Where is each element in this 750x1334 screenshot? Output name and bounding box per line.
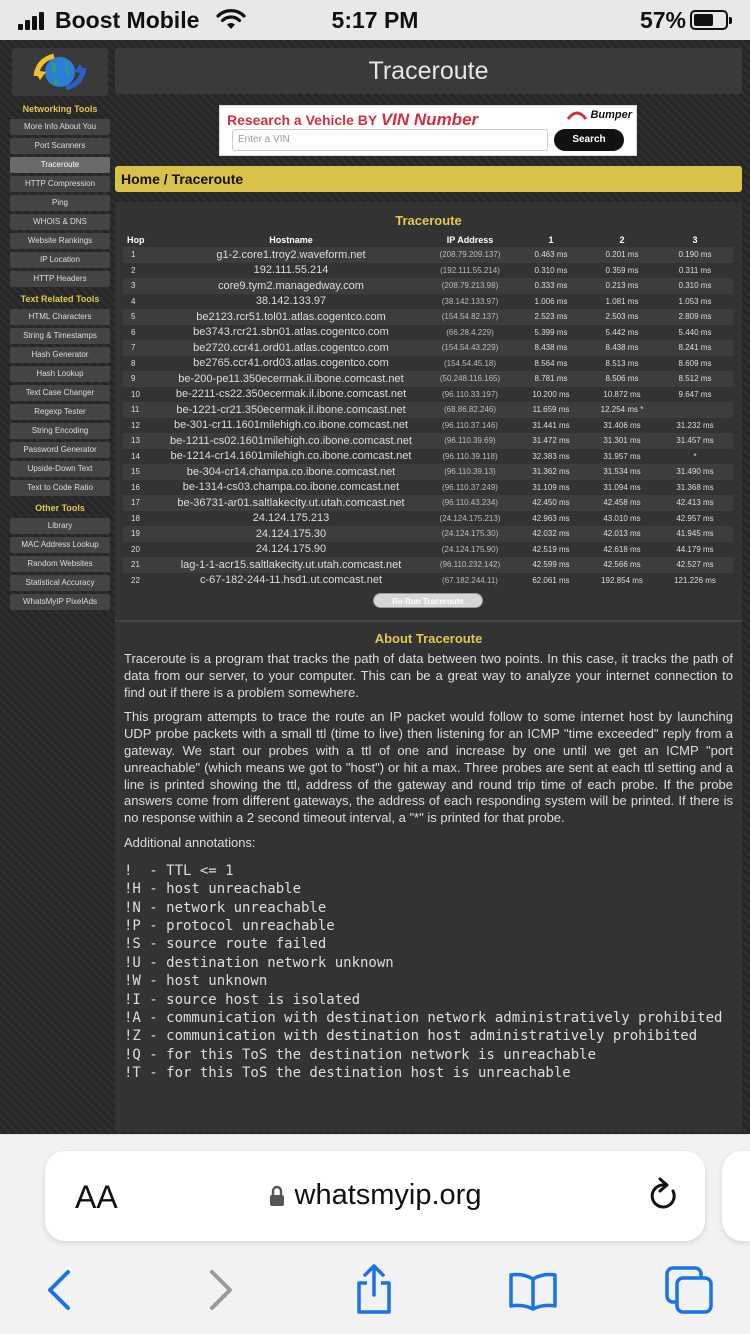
cell-hostname: be-1221-cr21.350ecermak.il.ibone.comcast.net <box>157 402 425 418</box>
safari-bottom-bar <box>0 1134 750 1334</box>
cell-probe-3: 31.490 ms <box>657 464 733 480</box>
cell-probe-2: 31.534 ms <box>587 464 657 480</box>
cell-hostname: be2123.rcr51.tol01.atlas.cogentco.com <box>157 309 425 325</box>
cell-hostname: be-1214-cr14.1601milehigh.co.ibone.comcast.net <box>170 450 412 463</box>
cell-probe-3: 0.311 ms <box>678 265 712 275</box>
sidebar-item-text-to-code-ratio[interactable]: Text to Code Ratio <box>10 480 110 496</box>
sidebar-heading: Text Related Tools <box>20 294 100 304</box>
sidebar-item-upside-down-text[interactable]: Upside-Down Text <box>10 461 110 477</box>
cell-hop: 10 <box>131 389 140 399</box>
cell-ip-address: (50.248.116.165) <box>425 371 515 387</box>
cell-hostname: be-1314-cs03.champa.co.ibone.comcast.net <box>182 481 400 494</box>
cell-hostname: lag-1-1-acr15.saltlakecity.ut.utah.comcast.net <box>157 557 425 573</box>
back-icon[interactable] <box>44 1269 74 1311</box>
sidebar-item-hash-generator[interactable]: Hash Generator <box>10 347 110 363</box>
table-row <box>123 573 733 589</box>
cell-probe-1: 8.781 ms <box>515 371 587 387</box>
sidebar-heading: Networking Tools <box>22 104 98 114</box>
tabs-icon[interactable] <box>664 1265 714 1315</box>
globe-logo-icon <box>30 50 90 94</box>
cell-hop: 17 <box>123 495 157 511</box>
cell-probe-2: 5.442 ms <box>605 327 639 337</box>
cell-ip-address: (24.124.175.30) <box>425 526 515 542</box>
annotation-line: !S - source route failed <box>124 936 327 953</box>
cell-probe-3: 44.179 ms <box>676 544 714 554</box>
cell-hop: 1 <box>123 247 157 263</box>
text-size-label: AA <box>75 1179 118 1215</box>
battery-percent: 57% <box>639 7 686 33</box>
cell-probe-3: 31.457 ms <box>657 433 733 449</box>
table-row <box>123 371 733 387</box>
share-icon[interactable] <box>353 1263 395 1315</box>
about-paragraph-2: This program attempts to trace the route an IP packet would follow to some internet host by launching UDP probe packets with a small ttl (time to live) then listening for an ICMP "time exceeded" reply from a gateway. We start our probes with a ttl of one and increase by one until we get an ICMP "port unreachable" (which means we got to "host") or hit a max. Three probes are sent at each ttl setting and a line is printed showing the ttl, address of the gateway and round trip time of each probe. If the probe answers come from different gateways, the address of each responding system will be printed. If there is no response within a 2 second timeout interval, a "*" is printed for that probe. <box>124 709 733 826</box>
cell-probe-3: 0.310 ms <box>657 278 733 294</box>
cell-probe-2: 192.854 ms <box>601 575 643 585</box>
cell-probe-1: 42.450 ms <box>515 495 587 511</box>
cell-probe-3: 5.440 ms <box>678 327 712 337</box>
about-section <box>124 651 733 1083</box>
sidebar-item-statistical-accuracy[interactable]: Statistical Accuracy <box>10 575 110 591</box>
cell-hop: 3 <box>123 278 157 294</box>
cell-probe-1: 42.519 ms <box>532 544 570 554</box>
cell-probe-3: 121.226 ms <box>674 575 716 585</box>
cell-hostname: g1-2.core1.troy2.waveform.net <box>157 247 425 263</box>
cell-ip-address: (192.111.55.214) <box>440 265 500 275</box>
cell-probe-1: 42.032 ms <box>515 526 587 542</box>
battery-icon <box>690 10 728 30</box>
annotation-line: !P - protocol unreachable <box>124 917 335 934</box>
cell-ip-address: (96.110.232.142) <box>425 557 515 573</box>
sidebar-item-html-characters[interactable]: HTML Characters <box>10 309 110 325</box>
cell-hostname: 24.124.175.90 <box>255 543 327 556</box>
cell-ip-address: (96.110.37.146) <box>442 420 498 430</box>
cell-hop: 14 <box>131 451 140 461</box>
cell-probe-1: 8.438 ms <box>515 340 587 356</box>
cell-ip-address: (154.54.82.137) <box>425 309 515 325</box>
cell-probe-1: 8.564 ms <box>534 358 568 368</box>
cell-probe-2: 1.081 ms <box>605 296 639 306</box>
cell-ip-address: (68.86.82.246) <box>425 402 515 418</box>
table-row <box>123 464 733 480</box>
cell-ip-address: (96.110.39.69) <box>425 433 515 449</box>
cell-hostname: be-301-cr11.1601milehigh.co.ibone.comcast.net <box>174 419 408 432</box>
cell-probe-1: 31.441 ms <box>532 420 570 430</box>
divider <box>115 620 742 622</box>
sidebar-item-regexp-tester[interactable]: Regexp Tester <box>10 404 110 420</box>
table-row <box>123 294 733 310</box>
cell-probe-1: 31.109 ms <box>532 482 570 492</box>
sidebar <box>8 48 112 613</box>
ad-brand <box>566 109 632 121</box>
cell-probe-2: 0.201 ms <box>587 247 657 263</box>
traceroute-table <box>123 232 733 588</box>
cell-probe-1: 5.399 ms <box>534 327 568 337</box>
cell-ip-address: (24.124.175.90) <box>441 544 499 554</box>
cell-ip-address: (24.124.175.213) <box>439 513 501 523</box>
cell-probe-3: 1.053 ms <box>678 296 712 306</box>
cell-probe-2: 12.254 ms * <box>587 402 657 418</box>
cell-ip-address: (154.54.45.18) <box>443 358 497 368</box>
cell-probe-1: 0.463 ms <box>515 247 587 263</box>
sidebar-item-http-compression[interactable]: HTTP Compression <box>10 176 110 192</box>
cell-hop: 18 <box>131 513 140 523</box>
table-row <box>123 433 733 449</box>
cell-probe-1: 1.006 ms <box>534 296 568 306</box>
table-row <box>123 340 733 356</box>
cell-hop: 6 <box>131 327 136 337</box>
cell-probe-3: 2.809 ms <box>657 309 733 325</box>
cell-probe-1: 42.599 ms <box>515 557 587 573</box>
cell-probe-3: 41.945 ms <box>657 526 733 542</box>
bumper-logo-icon <box>566 110 588 120</box>
cell-hostname: 24.124.175.30 <box>157 526 425 542</box>
vin-input[interactable]: Enter a VIN <box>232 129 548 151</box>
cell-probe-2: 42.566 ms <box>587 557 657 573</box>
cell-hostname: be3743.rcr21.sbn01.atlas.cogentco.com <box>193 326 389 339</box>
vin-search-button[interactable]: Search <box>554 129 624 151</box>
cell-probe-3: 31.368 ms <box>676 482 714 492</box>
ad-brand-name: Bumper <box>590 109 632 121</box>
about-paragraph-1: Traceroute is a program that tracks the path of data between two points. In this case, it tracks the path of data from our server, to your computer. This can be a great way to analyze your internet connection to find out if there is a problem somewhere. <box>124 651 733 700</box>
cell-probe-1: 0.333 ms <box>515 278 587 294</box>
cell-hop: 19 <box>123 526 157 542</box>
annotation-line: !N - network unreachable <box>124 899 327 916</box>
cell-hostname: be-36731-ar01.saltlakecity.ut.utah.comcast.net <box>157 495 425 511</box>
cell-probe-2: 31.406 ms <box>603 420 641 430</box>
cell-probe-2: 31.301 ms <box>587 433 657 449</box>
bookmarks-icon[interactable] <box>507 1271 559 1311</box>
table-row <box>123 309 733 325</box>
cell-hostname: be2765.ccr41.ord03.atlas.cogentco.com <box>193 357 389 370</box>
cell-probe-2: 0.359 ms <box>605 265 639 275</box>
cell-hostname: be-304-cr14.champa.co.ibone.comcast.net <box>157 464 425 480</box>
cell-hop: 5 <box>123 309 157 325</box>
annotation-line: !Q - for this ToS the destination network is unreachable <box>124 1046 597 1063</box>
cell-probe-3: 9.647 ms <box>678 389 712 399</box>
ad-headline <box>227 110 478 130</box>
annotation-line: !Z - communication with destination host administratively prohibited <box>124 1028 698 1045</box>
cell-probe-2: 42.618 ms <box>603 544 641 554</box>
cell-probe-3: 0.190 ms <box>657 247 733 263</box>
cell-probe-1: 10.200 ms <box>532 389 570 399</box>
page-title: Traceroute <box>115 48 742 94</box>
sidebar-item-website-rankings[interactable]: Website Rankings <box>10 233 110 249</box>
cell-probe-2: 31.957 ms <box>603 451 641 461</box>
cell-ip-address: (96.110.33.197) <box>442 389 498 399</box>
cell-probe-1: 31.472 ms <box>515 433 587 449</box>
cell-hostname: 192.111.55.214 <box>253 264 329 277</box>
cell-ip-address: (96.110.39.118) <box>442 451 498 461</box>
cell-probe-2: 8.506 ms <box>587 371 657 387</box>
status-bar <box>0 0 750 40</box>
cell-probe-3: 31.232 ms <box>676 420 714 430</box>
column-header-probe-3: 3 <box>692 234 698 245</box>
sidebar-item-string-timestamps[interactable]: String & Timestamps <box>10 328 110 344</box>
sidebar-item-hash-lookup[interactable]: Hash Lookup <box>10 366 110 382</box>
cell-probe-1: 42.963 ms <box>532 513 570 523</box>
cell-probe-2: 8.513 ms <box>605 358 639 368</box>
cell-hop: 11 <box>123 402 157 418</box>
sidebar-item-port-scanners[interactable]: Port Scanners <box>10 138 110 154</box>
cell-probe-3: 8.241 ms <box>657 340 733 356</box>
cell-probe-2: 0.213 ms <box>587 278 657 294</box>
table-row <box>123 356 733 372</box>
cell-hop: 4 <box>131 296 136 306</box>
table-row <box>123 325 733 341</box>
sidebar-item-ip-location[interactable]: IP Location <box>10 252 110 268</box>
column-header-hostname: Hostname <box>269 234 313 245</box>
cell-ip-address: (67.182.244.11) <box>442 575 498 585</box>
cell-probe-3: * <box>693 451 697 461</box>
cell-probe-3: 42.413 ms <box>657 495 733 511</box>
cell-probe-1: 2.523 ms <box>515 309 587 325</box>
cell-hop: 2 <box>131 265 136 275</box>
column-header-hop: Hop <box>127 234 145 245</box>
cell-ip-address: (208.79.213.98) <box>425 278 515 294</box>
cell-hop: 7 <box>123 340 157 356</box>
annotation-line: !H - host unreachable <box>124 881 302 898</box>
column-header-probe-1: 1 <box>548 234 554 245</box>
table-row <box>123 495 733 511</box>
cell-hostname: be-2211-cs22.350ecermak.il.ibone.comcast.net <box>175 388 407 401</box>
cell-hostname: 38.142.133.97 <box>255 295 327 308</box>
cell-hostname: be2720.ccr41.ord01.atlas.cogentco.com <box>157 340 425 356</box>
sidebar-item-random-websites[interactable]: Random Websites <box>10 556 110 572</box>
table-row <box>123 263 733 279</box>
cell-hop: 13 <box>123 433 157 449</box>
table-row <box>123 418 733 434</box>
ad-headline-vin: VIN Number <box>380 110 479 129</box>
cell-hostname: be-1211-cs02.1601milehigh.co.ibone.comcast.net <box>157 433 425 449</box>
traceroute-heading: Traceroute <box>395 213 462 228</box>
main-content <box>115 48 742 1082</box>
cell-hostname: 24.124.175.213 <box>252 512 330 525</box>
table-row <box>123 278 733 294</box>
table-row <box>123 402 733 418</box>
column-header-ip-address: IP Address <box>446 234 494 245</box>
sidebar-item-mac-address-lookup[interactable]: MAC Address Lookup <box>10 537 110 553</box>
breadcrumb[interactable]: Home / Traceroute <box>115 166 742 192</box>
sidebar-item-library[interactable]: Library <box>10 518 110 534</box>
cell-probe-3: 8.512 ms <box>657 371 733 387</box>
cell-ip-address: (96.110.37.249) <box>442 482 498 492</box>
cell-ip-address: (208.79.209.137) <box>425 247 515 263</box>
table-row <box>123 247 733 263</box>
sidebar-heading: Other Tools <box>35 503 85 513</box>
table-row <box>123 511 733 527</box>
address-bar[interactable] <box>45 1151 705 1241</box>
cell-ip-address: (96.110.39.13) <box>425 464 515 480</box>
sidebar-item-text-case-changer[interactable]: Text Case Changer <box>10 385 110 401</box>
about-heading: About Traceroute <box>374 631 483 646</box>
cell-probe-1: 0.310 ms <box>534 265 568 275</box>
cell-hop: 22 <box>131 575 140 585</box>
cell-hop: 16 <box>131 482 140 492</box>
cell-probe-1: 32.383 ms <box>532 451 570 461</box>
sidebar-item-password-generator[interactable]: Password Generator <box>10 442 110 458</box>
cell-hostname: c-67-182-244-11.hsd1.ut.comcast.net <box>199 574 382 587</box>
site-logo[interactable] <box>12 48 108 96</box>
lock-icon <box>269 1185 285 1207</box>
cell-probe-2: 42.013 ms <box>587 526 657 542</box>
cell-ip-address: (66.28.4.229) <box>446 327 494 337</box>
clock: 5:17 PM <box>331 7 419 33</box>
column-header-probe-2: 2 <box>619 234 625 245</box>
web-viewport[interactable] <box>0 40 750 1134</box>
sidebar-item-whatsmyip-pixelads[interactable]: WhatsMyIP PixelAds <box>10 594 110 610</box>
annotation-line: !T - for this ToS the destination host is unreachable <box>124 1065 571 1082</box>
cell-hop: 20 <box>131 544 140 554</box>
annotation-line: !A - communication with destination network administratively prohibited <box>124 1010 723 1027</box>
sidebar-item-more-info-about-you[interactable]: More Info About You <box>10 119 110 135</box>
cell-hop: 15 <box>123 464 157 480</box>
sidebar-item-string-encoding[interactable]: String Encoding <box>10 423 110 439</box>
sidebar-item-traceroute[interactable]: Traceroute <box>10 157 110 173</box>
table-row <box>123 387 733 403</box>
annotation-line: !W - host unknown <box>124 973 268 990</box>
cell-hop: 9 <box>123 371 157 387</box>
table-row <box>123 480 733 496</box>
cell-hostname: be-200-pe11.350ecermak.il.ibone.comcast.net <box>157 371 425 387</box>
cell-probe-3: 42.527 ms <box>657 557 733 573</box>
ad-headline-text: Research a Vehicle BY <box>227 112 381 128</box>
cell-probe-2: 10.872 ms <box>603 389 641 399</box>
cell-probe-1: 11.659 ms <box>515 402 587 418</box>
cell-hop: 8 <box>131 358 136 368</box>
vin-ad-banner[interactable] <box>219 105 637 156</box>
carrier-name: Boost Mobile <box>55 7 200 33</box>
annotation-line: !U - destination network unknown <box>124 954 394 971</box>
cell-ip-address: (154.54.43.229) <box>425 340 515 356</box>
url-display[interactable] <box>45 1179 705 1212</box>
annotations-list <box>124 862 733 1083</box>
sidebar-item-http-headers[interactable]: HTTP Headers <box>10 271 110 287</box>
rerun-traceroute-button[interactable]: Re-Run Traceroute <box>373 593 483 608</box>
cell-ip-address: (96.110.43.234) <box>425 495 515 511</box>
table-row <box>123 542 733 558</box>
forward-icon[interactable] <box>206 1269 236 1311</box>
table-row <box>123 526 733 542</box>
table-row <box>123 449 733 465</box>
annotation-line: !I - source host is isolated <box>124 991 361 1008</box>
reload-icon[interactable] <box>647 1177 681 1215</box>
cell-ip-address: (38.142.133.97) <box>441 296 499 306</box>
next-tab-peek[interactable] <box>722 1151 750 1241</box>
cell-probe-2: 42.458 ms <box>587 495 657 511</box>
sidebar-item-ping[interactable]: Ping <box>10 195 110 211</box>
content-panel <box>115 202 742 1132</box>
cell-hop: 12 <box>131 420 140 430</box>
cell-probe-2: 31.094 ms <box>603 482 641 492</box>
sidebar-item-whois-dns[interactable]: WHOIS & DNS <box>10 214 110 230</box>
cell-probe-1: 31.362 ms <box>515 464 587 480</box>
cell-hop: 21 <box>123 557 157 573</box>
url-text: whatsmyip.org <box>294 1179 482 1211</box>
table-row <box>123 557 733 573</box>
cell-probe-3: 8.609 ms <box>678 358 712 368</box>
cell-probe-3 <box>657 402 733 418</box>
annotation-line: ! - TTL <= 1 <box>124 862 234 879</box>
cell-hostname: core9.tym2.managedway.com <box>157 278 425 294</box>
annotations-heading: Additional annotations: <box>124 834 256 850</box>
cell-probe-2: 8.438 ms <box>587 340 657 356</box>
cell-probe-2: 43.010 ms <box>603 513 641 523</box>
cell-probe-1: 62.061 ms <box>532 575 570 585</box>
cell-probe-3: 42.957 ms <box>676 513 714 523</box>
cell-probe-2: 2.503 ms <box>587 309 657 325</box>
